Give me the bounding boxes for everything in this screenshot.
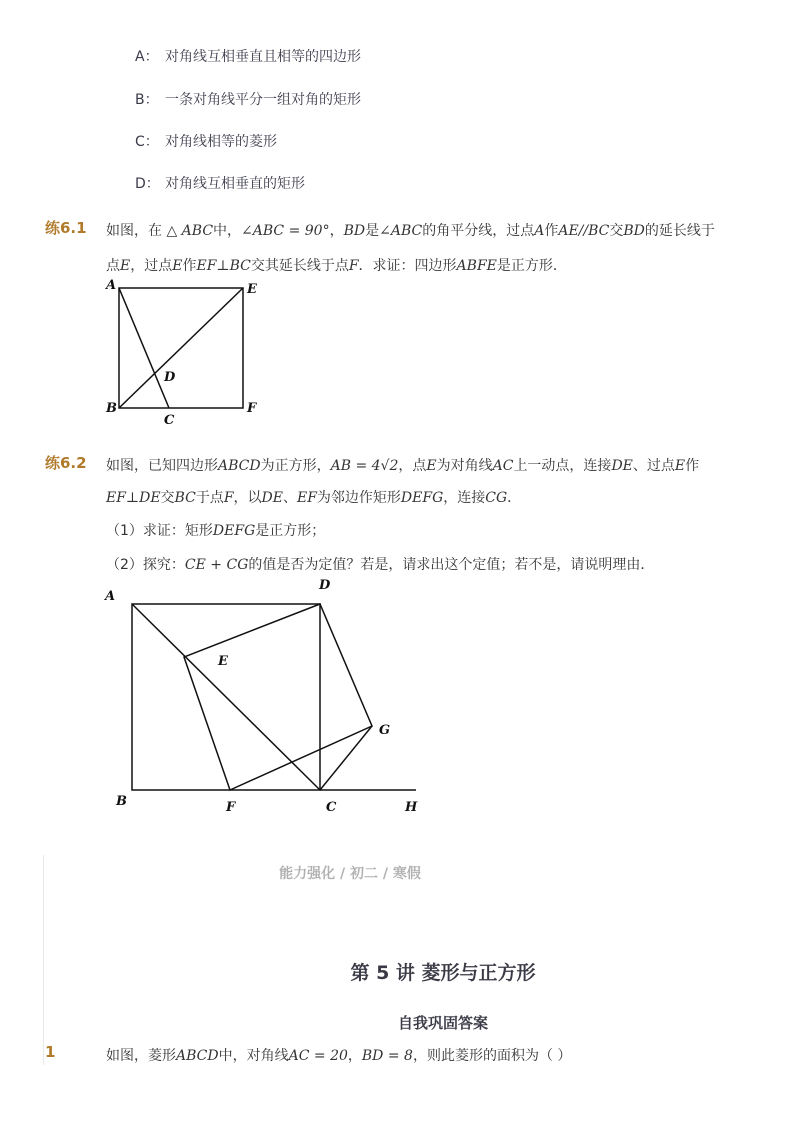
label-c: C xyxy=(326,800,337,815)
label-d: D xyxy=(164,370,176,385)
page-footer: 能力强化 / 初二 / 寒假 xyxy=(279,866,421,882)
label-a: A xyxy=(105,589,116,604)
figure-6-2 xyxy=(100,575,430,820)
option-letter: A： xyxy=(135,49,159,65)
label-b: B xyxy=(116,794,127,809)
exercise-6-1-line2: 点E，过点E作EF⊥BC交其延长线于点F．求证：四边形ABFE是正方形． xyxy=(106,258,567,274)
lecture-title: 第 5 讲 菱形与正方形 xyxy=(350,962,536,984)
segment-cg xyxy=(320,726,372,790)
label-f: F xyxy=(226,800,236,815)
exercise-6-2-part2: （2）探究：CE + CG的值是否为定值？若是，请求出这个定值；若不是，请说明理由． xyxy=(106,557,655,573)
label-e: E xyxy=(218,654,228,669)
figure-6-1 xyxy=(100,278,270,430)
question-1-label: 1 xyxy=(45,1043,56,1061)
option-text: 一条对角线平分一组对角的矩形 xyxy=(165,92,361,108)
exercise-6-1-label: 练6.1 xyxy=(45,219,87,237)
section-title: 自我巩固答案 xyxy=(397,1014,488,1032)
option-text: 对角线相等的菱形 xyxy=(165,134,277,150)
exercise-6-2-part1: （1）求证：矩形DEFG是正方形； xyxy=(106,523,326,539)
option-a xyxy=(135,46,361,66)
option-letter: D： xyxy=(135,176,160,192)
option-c xyxy=(135,131,277,151)
exercise-6-2-line2: EF⊥DE交BC于点F，以DE、EF为邻边作矩形DEFG，连接CG． xyxy=(106,490,522,506)
option-text: 对角线互相垂直的矩形 xyxy=(165,176,305,192)
label-e: E xyxy=(247,282,257,297)
option-d xyxy=(135,173,305,193)
question-1-text: 如图，菱形ABCD中，对角线AC = 20，BD = 8，则此菱形的面积为（ ） xyxy=(106,1048,572,1064)
option-text: 对角线互相垂直且相等的四边形 xyxy=(165,49,361,65)
segment-ac xyxy=(119,288,169,408)
segment-be xyxy=(119,288,243,408)
label-d: D xyxy=(319,578,331,593)
label-f: F xyxy=(247,401,257,416)
exercise-6-2-label: 练6.2 xyxy=(45,454,87,472)
option-b xyxy=(135,89,361,109)
option-letter: C： xyxy=(135,134,159,150)
label-c: C xyxy=(164,413,175,428)
label-h: H xyxy=(405,800,418,815)
label-g: G xyxy=(379,723,391,738)
option-letter: B： xyxy=(135,92,159,108)
label-a: A xyxy=(106,278,117,293)
exercise-6-2-line1: 如图，已知四边形ABCD为正方形，AB = 4√2，点E为对角线AC上一动点，连接DE、过点E作 xyxy=(106,458,700,474)
exercise-6-1-line1: 如图，在 △ ABC中，∠ABC = 90°，BD是∠ABC的角平分线，过点A作AE//BC交BD的延长线于 xyxy=(106,223,715,239)
square-defg xyxy=(184,604,372,790)
label-b: B xyxy=(106,401,117,416)
